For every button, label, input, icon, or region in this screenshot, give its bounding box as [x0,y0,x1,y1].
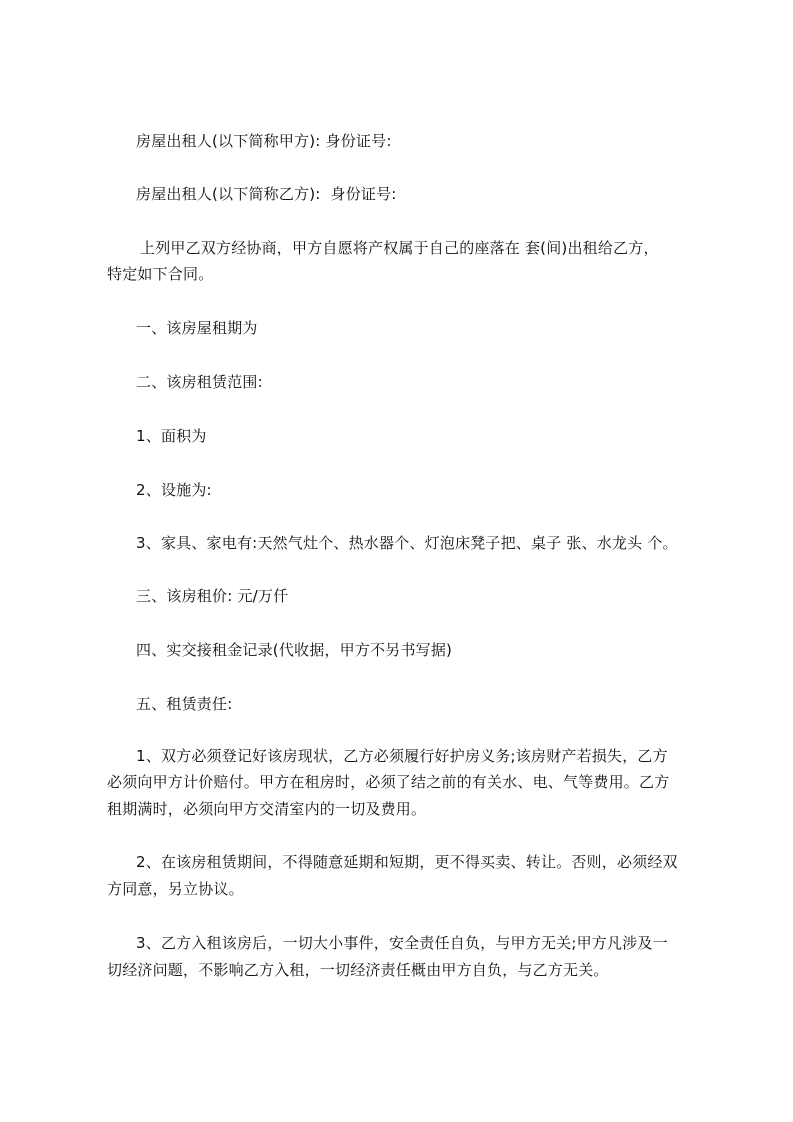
item-1-area: 1、面积为 [136,427,207,445]
item-3-furniture: 3、家具、家电有:天然气灶个、热水器个、灯泡床凳子把、桌子 张、水龙头 个。 [136,534,678,552]
intro-line-1: 上列甲乙双方经协商，甲方自愿将产权属于自己的座落在 套(间)出租给乙方， [140,239,659,257]
clause-5-responsibility: 五、租赁责任: [136,695,233,713]
duty-1-line-1: 1、双方必须登记好该房现状，乙方必须履行好护房义务;该房财产若损失，乙方 [136,747,668,765]
duty-3-line-2: 切经济问题，不影响乙方入租，一切经济责任概由甲方自负，与乙方无关。 [107,961,609,979]
lessor-b-line: 房屋出租人(以下简称乙方): 身份证号: [136,185,397,203]
duty-2-line-1: 2、在该房租赁期间，不得随意延期和短期，更不得买卖、转让。否则，必须经双 [136,853,678,871]
clause-4-rent-record: 四、实交接租金记录(代收据，甲方不另书写据) [136,641,453,659]
clause-1-term: 一、该房屋租期为 [136,319,258,337]
duty-3-line-1: 3、乙方入租该房后，一切大小事件，安全责任自负，与甲方无关;甲方凡涉及一 [136,934,668,952]
lessor-a-line: 房屋出租人(以下简称甲方): 身份证号: [136,132,392,150]
intro-line-2: 特定如下合同。 [107,265,214,283]
item-2-facilities: 2、设施为: [136,481,212,499]
duty-2-line-2: 方同意，另立协议。 [107,880,244,898]
duty-1-line-2: 必须向甲方计价赔付。甲方在租房时，必须了结之前的有关水、电、气等费用。乙方 [107,773,670,791]
duty-1-line-3: 租期满时，必须向甲方交清室内的一切及费用。 [107,800,427,818]
clause-2-scope: 二、该房租赁范围: [136,373,263,391]
clause-3-rent: 三、该房租价: 元/万仟 [136,587,289,605]
